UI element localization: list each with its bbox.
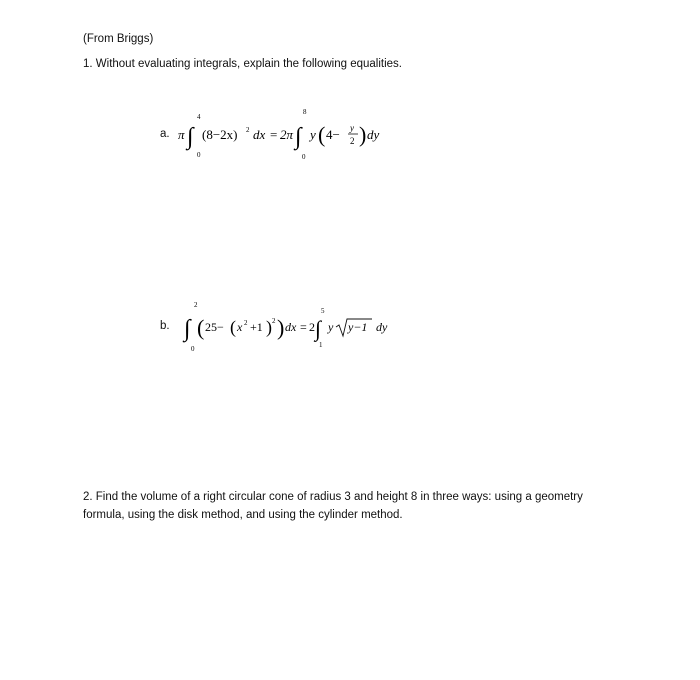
integral-sign: ∫ (295, 124, 302, 150)
lhs-lower-limit: 0 (197, 151, 201, 159)
rhs-lower-limit: 0 (302, 153, 306, 161)
equals-sign: = (300, 320, 307, 334)
equation-a (170, 100, 410, 170)
lhs-dx: dx (285, 320, 297, 334)
lhs-exponent: 2 (246, 126, 250, 134)
lhs-plus-one: +1 (250, 320, 263, 334)
lhs-x: x (237, 320, 243, 334)
rhs-radicand: y−1 (348, 320, 368, 334)
lhs-upper-limit: 2 (194, 301, 198, 309)
source-note: (From Briggs) (83, 33, 154, 45)
rhs-y: y (310, 127, 316, 142)
equation-b (180, 295, 420, 365)
rhs-coefficient: 2π (280, 127, 294, 142)
lhs-integrand: (8−2x) (202, 127, 238, 142)
rhs-upper-limit: 5 (321, 307, 325, 315)
inner-right-paren: ) (266, 317, 272, 337)
rhs-coefficient: 2 (309, 320, 315, 334)
integral-sign: ∫ (187, 124, 194, 150)
rhs-lower-limit: 1 (319, 341, 323, 349)
right-paren: ) (359, 122, 367, 147)
integral-sign: ∫ (315, 316, 322, 341)
item-b-label: b. (160, 320, 170, 332)
lhs-pi: π (178, 127, 185, 142)
left-paren: ( (318, 122, 326, 147)
outer-left-paren: ( (197, 315, 205, 340)
lhs-lower-limit: 0 (191, 345, 195, 353)
inner-left-paren: ( (230, 317, 236, 337)
lhs-constant: 25− (205, 320, 224, 334)
fraction-numerator: y (350, 123, 354, 133)
lhs-outer-exponent: 2 (272, 317, 276, 325)
rhs-dy: dy (376, 320, 388, 334)
item-a-label: a. (160, 128, 170, 140)
fraction-denominator: 2 (350, 136, 355, 146)
rhs-dy: dy (367, 127, 380, 142)
lhs-upper-limit: 4 (197, 113, 201, 121)
question-1-prompt: 1. Without evaluating integrals, explain the following equalities. (83, 58, 402, 70)
rhs-four-minus: 4− (326, 127, 340, 142)
question-2-prompt: 2. Find the volume of a right circular cone of radius 3 and height 8 in three ways: using a geometry formula, using the disk method, and using the cylinder method. (83, 491, 583, 521)
outer-right-paren: ) (277, 315, 285, 340)
integral-sign: ∫ (184, 316, 191, 342)
equation-b-graphic (180, 295, 420, 365)
rhs-y: y (328, 320, 334, 334)
lhs-inner-exponent: 2 (244, 319, 248, 327)
equation-a-graphic (170, 100, 410, 170)
rhs-upper-limit: 8 (303, 108, 307, 116)
lhs-dx: dx (253, 127, 266, 142)
equals-sign: = (270, 127, 278, 142)
